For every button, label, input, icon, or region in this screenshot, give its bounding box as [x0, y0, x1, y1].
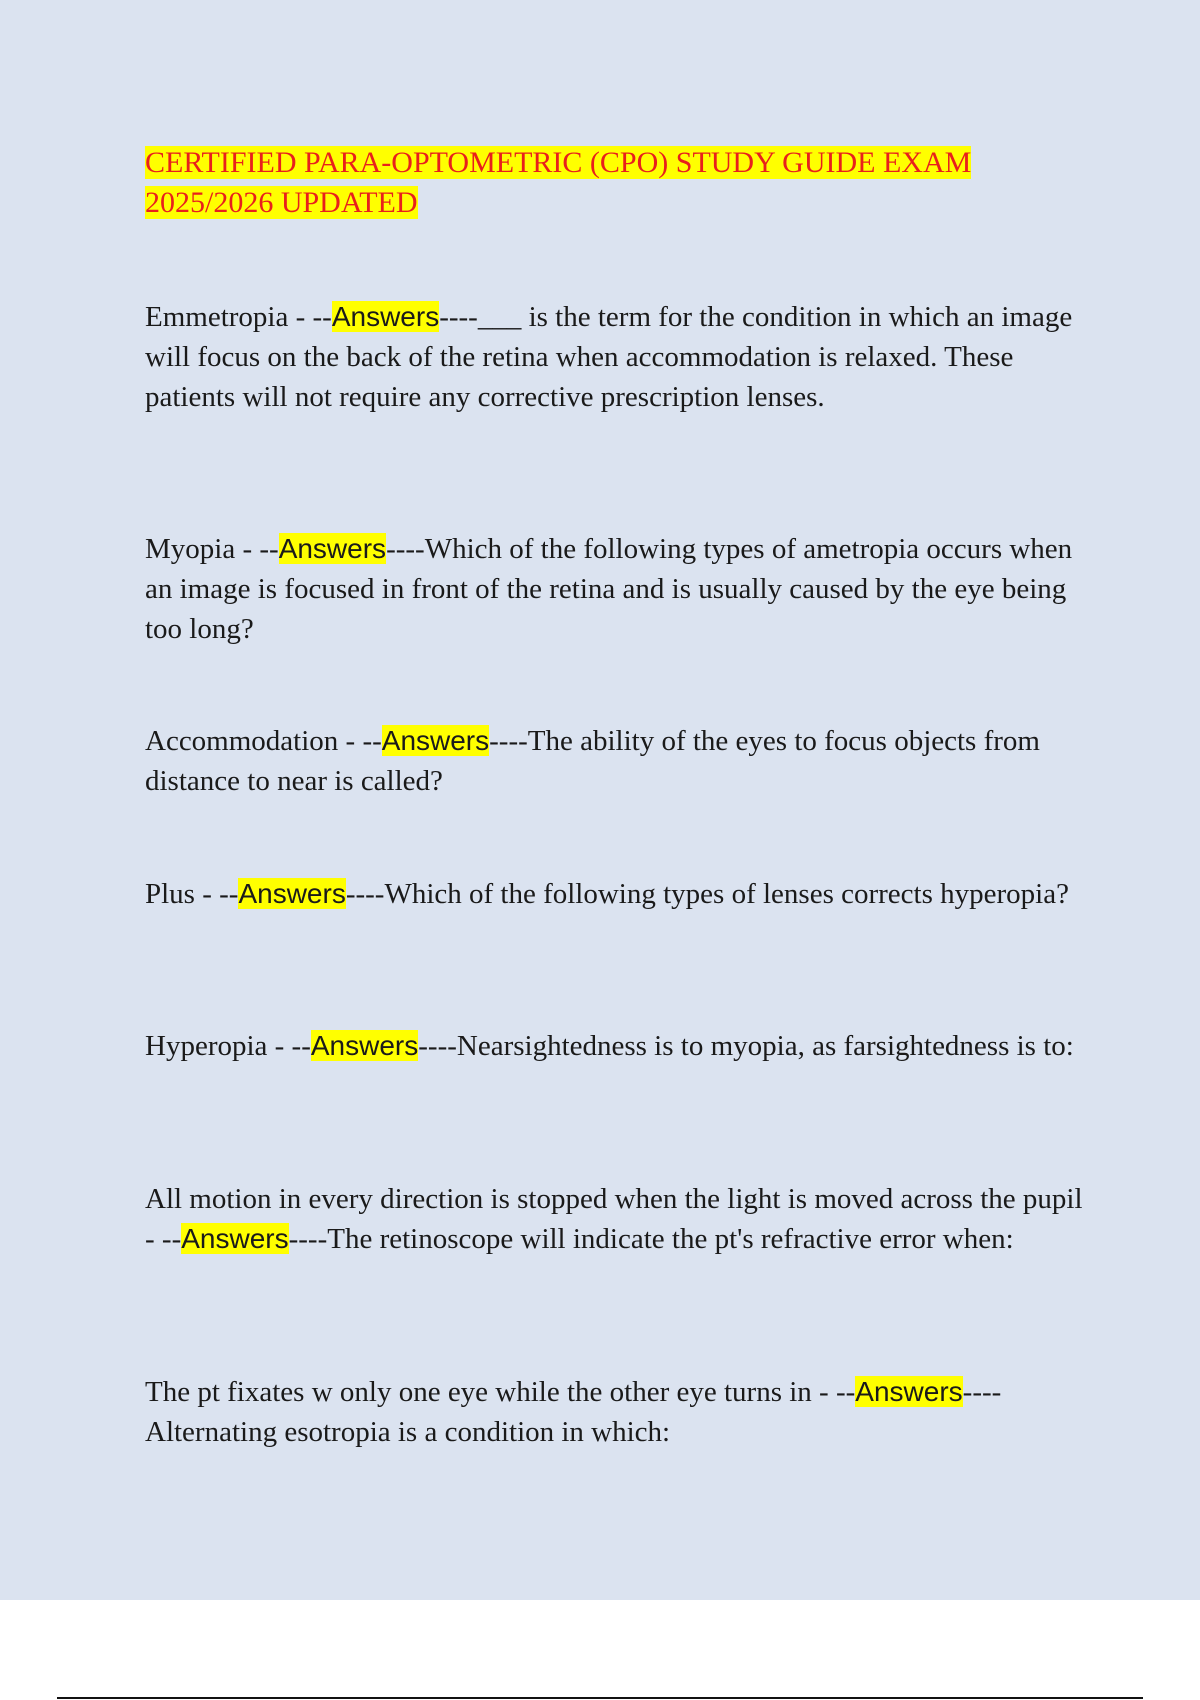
qa-term: Myopia - -- [145, 533, 279, 565]
answers-highlight: Answers [310, 1030, 419, 1061]
qa-item-hyperopia [145, 1026, 1095, 1066]
document-title [145, 143, 1105, 223]
qa-item-esotropia [145, 1372, 1095, 1452]
page-bottom-divider [57, 1697, 1143, 1699]
qa-term: All motion in every direction is stopped when the light is moved across the pupil - -- [145, 1183, 1083, 1255]
document-title-text: CERTIFIED PARA-OPTOMETRIC (CPO) STUDY GUIDE EXAM 2025/2026 UPDATED [145, 146, 972, 219]
qa-question: ----The ability of the eyes to focus objects from distance to near is called? [145, 725, 1040, 797]
answers-highlight: Answers [331, 301, 440, 332]
answers-highlight: Answers [278, 533, 387, 564]
qa-term: Plus - -- [145, 878, 239, 910]
qa-question: ----Which of the following types of lenses corrects hyperopia? [345, 878, 1069, 910]
qa-item-accommodation [145, 721, 1095, 801]
answers-highlight: Answers [855, 1376, 963, 1407]
qa-question: ----Which of the following types of ametropia occurs when an image is focused in front of the retina and is usually caused by the eye being too long? [145, 533, 1073, 645]
qa-question: ----___ is the term for the condition in which an image will focus on the back of the retina when accommodation is relaxed. These patients will not require any corrective prescription lenses. [145, 301, 1073, 413]
answers-highlight: Answers [381, 725, 490, 756]
qa-term: The pt fixates w only one eye while the other eye turns in - -- [145, 1376, 856, 1408]
qa-question: ----Alternating esotropia is a condition in which: [145, 1376, 1002, 1448]
qa-term: Accommodation - -- [145, 725, 382, 757]
qa-question: ----The retinoscope will indicate the pt's refractive error when: [288, 1223, 1014, 1255]
qa-item-retinoscope [145, 1179, 1095, 1259]
qa-item-plus [145, 874, 1095, 914]
qa-item-myopia [145, 529, 1095, 649]
answers-highlight: Answers [181, 1223, 289, 1254]
qa-item-emmetropia [145, 297, 1095, 417]
qa-term: Emmetropia - -- [145, 301, 332, 333]
answers-highlight: Answers [238, 878, 346, 909]
qa-question: ----Nearsightedness is to myopia, as farsightedness is to: [418, 1030, 1074, 1062]
qa-term: Hyperopia - -- [145, 1030, 311, 1062]
